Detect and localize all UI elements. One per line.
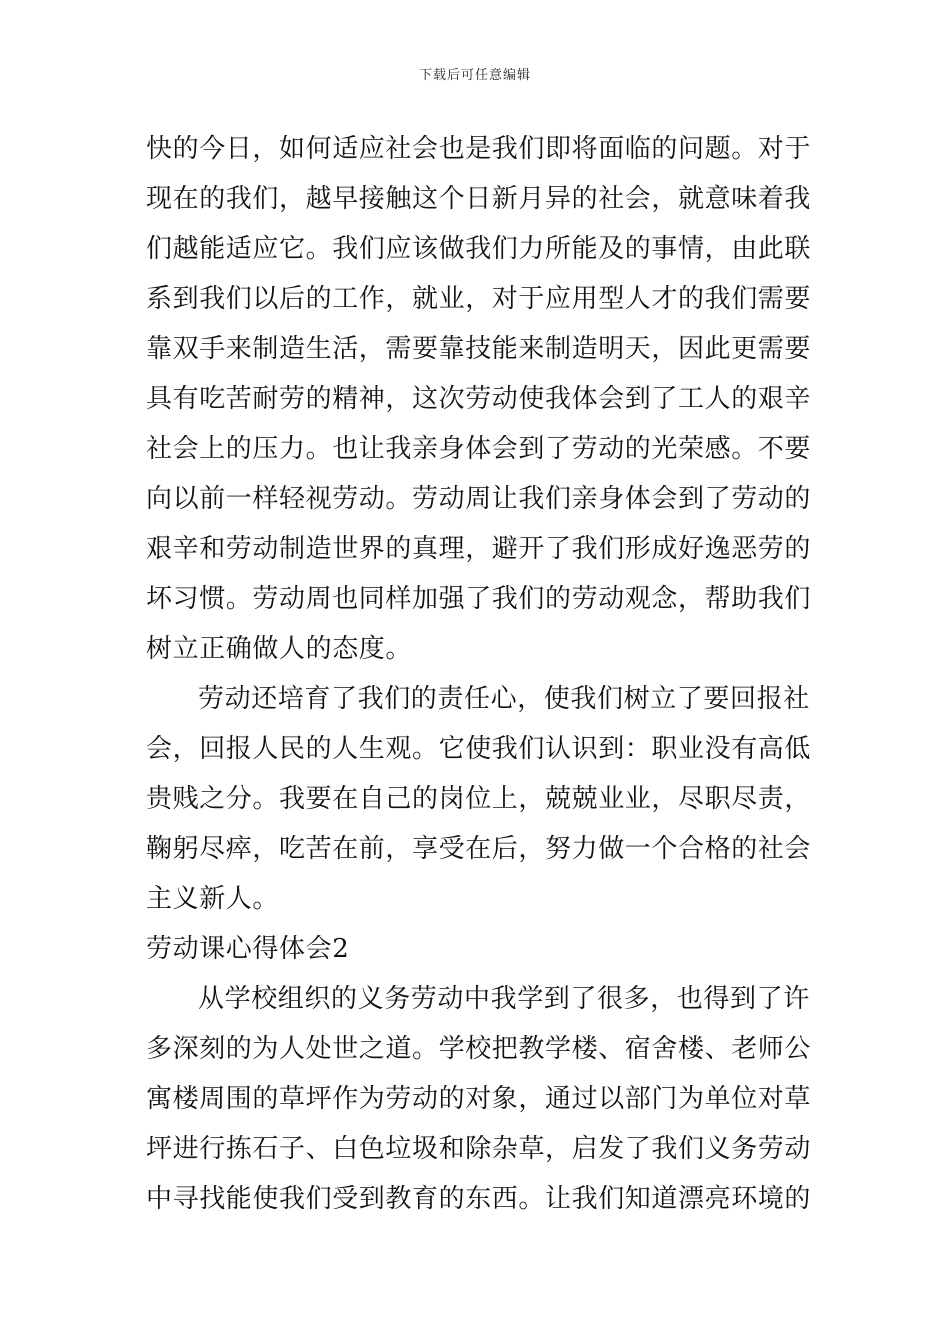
page-header: 下载后可任意编辑	[418, 68, 531, 83]
document-body	[146, 124, 810, 1224]
text-line: 向以前一样轻视劳动。劳动周让我们亲身体会到了劳动的	[146, 484, 812, 514]
text-line: 会，回报人民的人生观。它使我们认识到：职业没有高低	[146, 734, 812, 764]
text-line: 们越能适应它。我们应该做我们力所能及的事情，由此联	[146, 234, 812, 264]
text-line: 树立正确做人的态度。	[146, 634, 413, 664]
paragraph-volunteer-labor	[146, 974, 810, 1224]
text-line: 坪进行拣石子、白色垃圾和除杂草，启发了我们义务劳动	[146, 1134, 812, 1164]
section-heading: 劳动课心得体会2	[146, 934, 350, 964]
text-line: 坏习惯。劳动周也同样加强了我们的劳动观念，帮助我们	[146, 584, 812, 614]
paragraph-continued	[146, 124, 810, 674]
text-line: 艰辛和劳动制造世界的真理，避开了我们形成好逸恶劳的	[146, 534, 812, 564]
text-line: 靠双手来制造生活，需要靠技能来制造明天，因此更需要	[146, 334, 812, 364]
text-line: 多深刻的为人处世之道。学校把教学楼、宿舍楼、老师公	[146, 1034, 812, 1064]
text-line: 中寻找能使我们受到教育的东西。让我们知道漂亮环境的	[146, 1184, 812, 1214]
text-line: 劳动还培育了我们的责任心，使我们树立了要回报社	[198, 684, 810, 714]
text-line: 快的今日，如何适应社会也是我们即将面临的问题。对于	[146, 134, 812, 164]
text-line: 主义新人。	[146, 884, 280, 914]
text-line: 寓楼周围的草坪作为劳动的对象，通过以部门为单位对草	[146, 1084, 812, 1114]
paragraph-responsibility	[146, 674, 810, 924]
text-line: 具有吃苦耐劳的精神，这次劳动使我体会到了工人的艰辛	[146, 384, 812, 414]
text-line: 社会上的压力。也让我亲身体会到了劳动的光荣感。不要	[146, 434, 812, 464]
text-line: 鞠躬尽瘁，吃苦在前，享受在后，努力做一个合格的社会	[146, 834, 812, 864]
text-line: 系到我们以后的工作，就业，对于应用型人才的我们需要	[146, 284, 812, 314]
text-line: 贵贱之分。我要在自己的岗位上，兢兢业业，尽职尽责，	[146, 784, 812, 814]
text-line: 现在的我们，越早接触这个日新月异的社会，就意味着我	[146, 184, 812, 214]
text-line: 从学校组织的义务劳动中我学到了很多，也得到了许	[198, 984, 810, 1014]
